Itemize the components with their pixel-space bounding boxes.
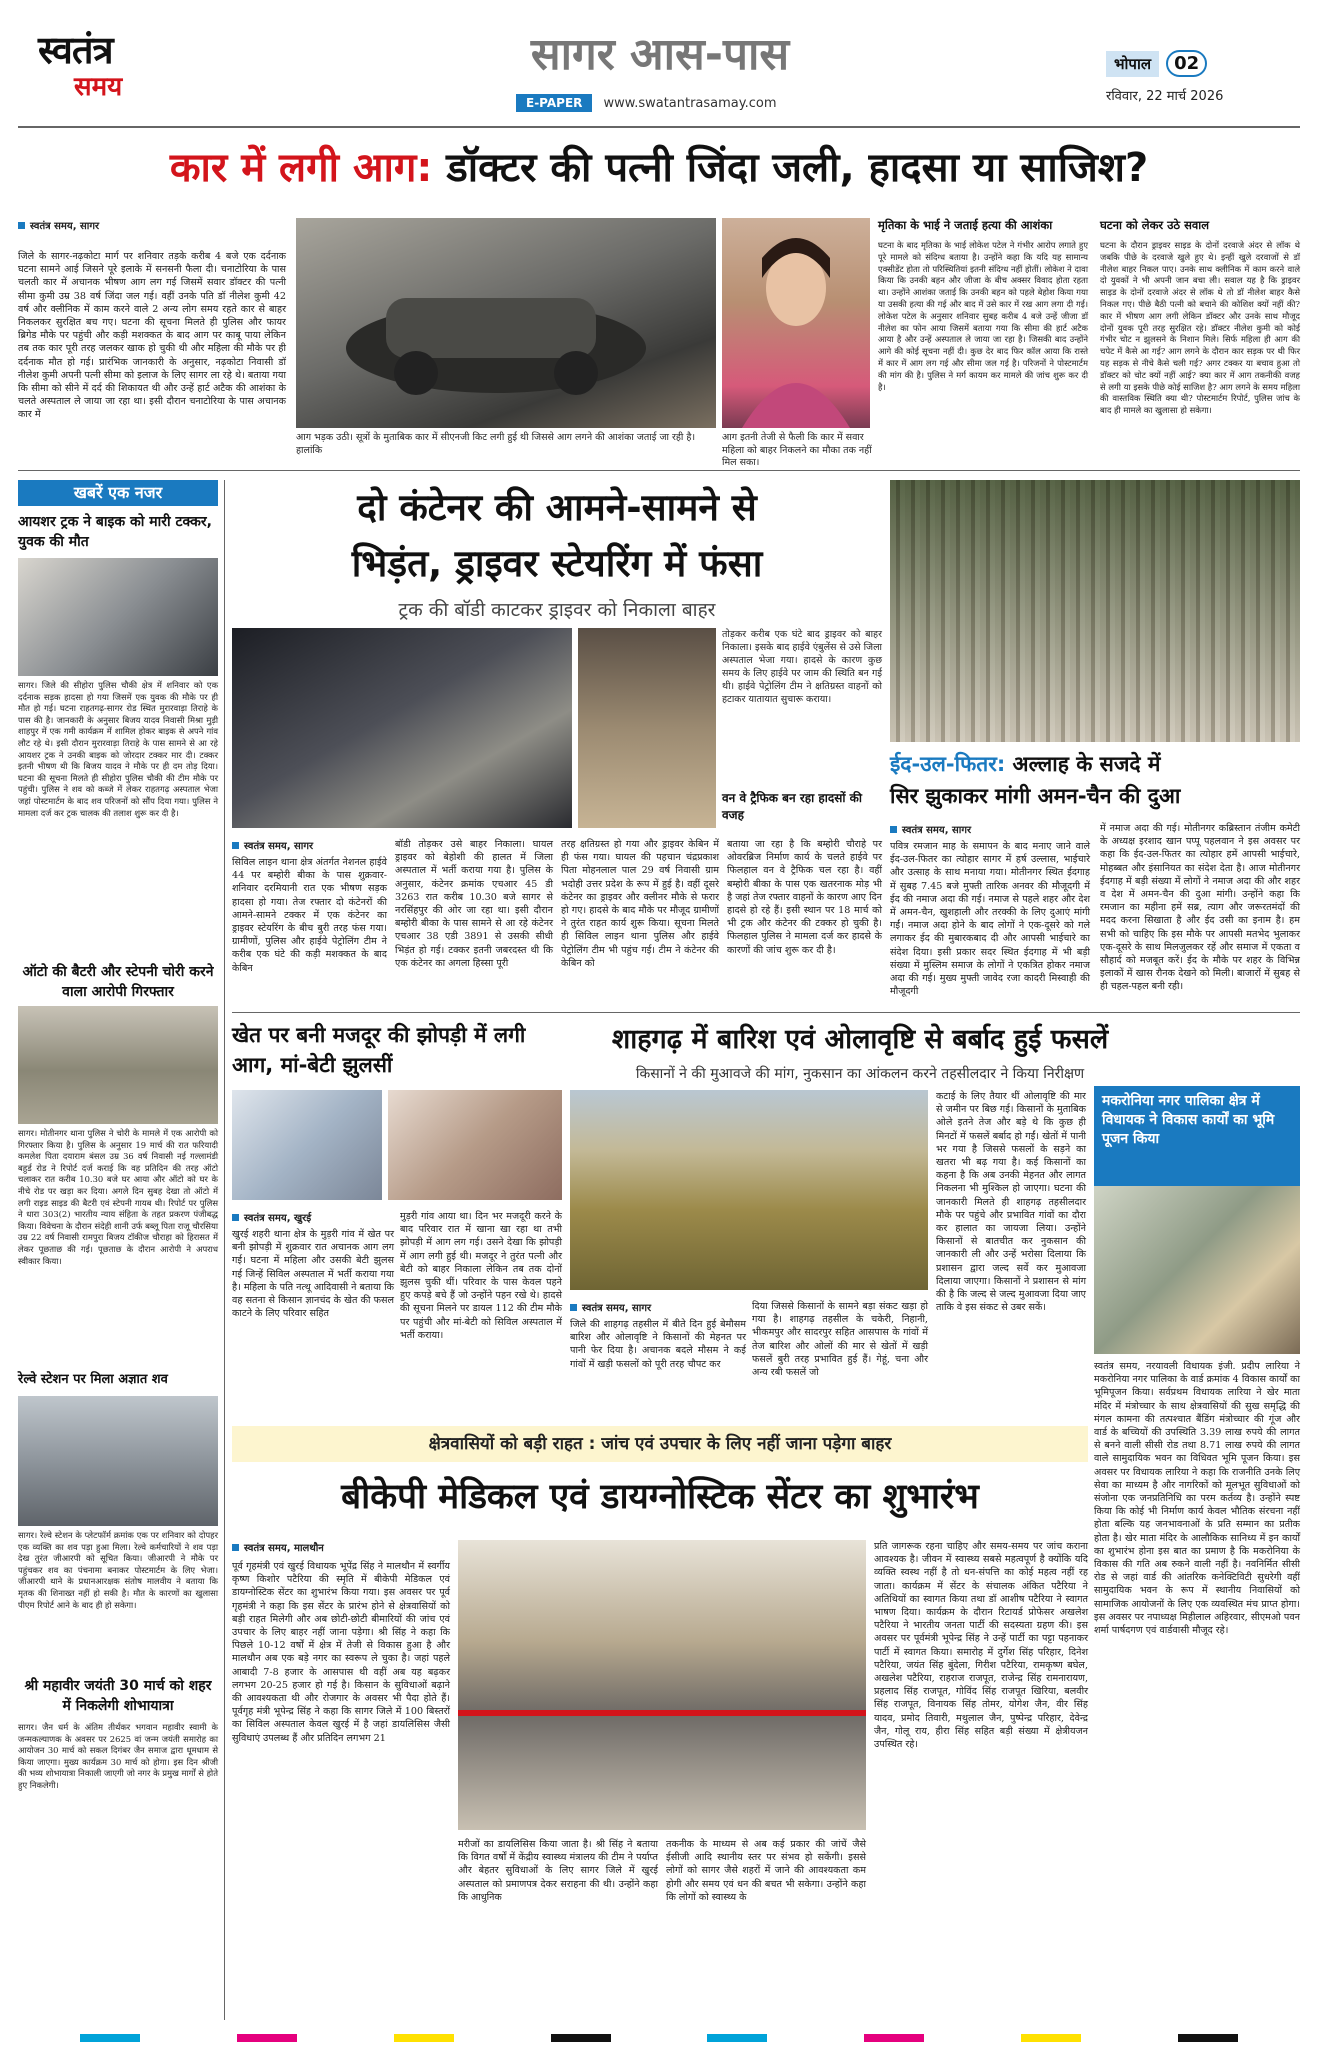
logo-top: स्वतंत्र xyxy=(38,28,113,72)
medical-kicker-bar xyxy=(232,1426,1088,1462)
medical-col-right: प्रति जागरूक रहना चाहिए और समय-समय पर जांच कराना आवश्यक है। जीवन में स्वास्थ्य सबसे महत्वपूर्ण है क्योंकि यदि व्यक्ति स्वस्थ नहीं है तो धन-संपत्ति का कोई महत्व नहीं रह जाता। कार्यक्रम में सेंटर के संचालक अंकित पटैरिया ने अतिथियों का स्वागत किया तथा डॉ आशीष पटैरिया ने स्वागत भाषण दिया। कार्यक्रम के दौरान रिटायर्ड प्रोफेसर अखलेश पटैरिया ने भारतीय जनता पार्टी की सदस्यता ग्रहण की। इस अवसर पर पूर्वमंत्री भूपेन्द्र सिंह ने उन्हें पार्टी का पट्टा पहनाकर पार्टी में स्वागत किया। समारोह में दुर्गेश सिंह परिहार, दिनेश पटैरिया, जयंत सिंह बुंदेला, गिरीश पटैरिया, रामकृष्ण बघेल, अखलेश पटैरिया, राहराज राजपूत, राजेन्द्र सिंह रामनारायण, प्रहलाद सिंह राजपूत, गोविंद सिंह राजपूत खिरिया, बलवीर सिंह राजपूत, विनायक सिंह तोमर, योगेश जैन, वीर सिंह यादव, प्रमोद तिवारी, मथुलाल जैन, पुष्पेन्द्र परिहार, देवेन्द्र जैन, गोलू राय, हीरा सिंह सहित बड़ी संख्या में क्षेत्रीयजन उपस्थित रहे। xyxy=(874,1541,1088,1751)
makronia-body: स्वतंत्र समय, नरयावली विधायक इंजी. प्रदीप लारिया ने मकरोनिया नगर पालिका के वार्ड क्रमांक 4 विकास कार्यों का भूमिपूजन किया। सर्वप्रथम विधायक लारिया ने खेर माता मंदिर में मंत्रोच्चार के साथ क्षेत्रवासियों की सुख समृद्धि की मंगल कामना की तत्पश्चात बैंडिंग मंत्रोच्चार की गूंज और वार्ड के बच्चियों की उपस्थिति 3.39 लाख रुपये की लागत से बनने वाली सीसी रोड तथा 8.71 लाख रुपये की लागत वाले सामुदायिक भवन का विधिवत भूमि पूजन किया। इस अवसर पर विधायक लारिया ने कहा कि राजनीति उनके लिए सेवा का माध्यम है और नागरिकों को मूलभूत सुविधाओं को संजोना एक जनप्रतिनिधि का परम कर्तव्य है। उन्होंने स्पष्ट किया कि कोई भी निर्माण कार्य केवल भौतिक संरचना नहीं होता बल्कि यह जनभावनाओं के प्रति सम्मान का प्रतीक होता है। खेर माता मंदिर के आलौकिक सानिध्य में इन कार्यों का शुभारंभ होना इस बात का प्रमाण है कि मकरोनिया के विकास की गति अब रुकने वाली नहीं है। नवनिर्मित सीसी रोड से जहां वार्ड की आंतरिक कनेक्टिविटी सुधरेगी वहीं सामुदायिक भवन के रूप में स्थानीय निवासियों को सामाजिक आयोजनों के लिए एक व्यवस्थित मंच प्राप्त होगा। इस अवसर पर नपाध्यक्ष मिहीलाल अहिरवार, सीएमओ पवन शर्मा पार्षदगण एवं वार्डवासी मौजूद रहे। xyxy=(1094,1361,1300,1637)
medical-caption1: मरीजों का डायलिसिस किया जाता है। श्री सिंह ने बताया कि विगत वर्षों में केंद्रीय स्वास्थ्य मंत्रालय की टीम ने पर्याप्त और बेहतर सुविधाओं के लिए सागर जिले में खुरई अस्पताल को प्रमाणपत्र देकर सराहना की थी। उन्होंने कहा कि आधुनिक xyxy=(458,1839,658,1903)
sidebar-story1-photo xyxy=(18,558,218,676)
container-headline-line2: भिड़ंत, ड्राइवर स्टेयरिंग में फंसा xyxy=(351,542,763,585)
city-label: भोपाल xyxy=(1106,51,1159,77)
sidebar-story3-body: सागर। रेल्वे स्टेशन के प्लेटफॉर्म क्रमांक एक पर शनिवार को दोपहर एक व्यक्ति का शव पड़ा हुआ मिला। रेल्वे कर्मचारियों ने शव पड़ा देख तुरंत जीआरपी को सूचित किया। जीआरपी ने मौके पर पहुंचकर शव का पंचनामा बनाकर पोस्टमार्टम के लिए भेजा। जीआरपी थाने के प्रधानआरक्षक संतोष मालवीय ने बताया कि मृतक की शिनाख्त नहीं हो सकी है। मौत के कारणों का खुलासा पीएम रिपोर्ट आने के बाद ही हो सकेगा। xyxy=(18,1530,218,1610)
sidebar-story2-title: ऑटो की बैटरी और स्टेपनी चोरी करने वाला आरोपी गिरफ्तार xyxy=(22,964,214,1000)
lead-sub2-title: घटना को लेकर उठे सवाल xyxy=(1100,218,1210,232)
middle-divider xyxy=(232,1012,1300,1013)
section-title: सागर आस-पास xyxy=(530,29,790,80)
eid-headline xyxy=(890,748,1300,812)
lead-divider xyxy=(18,470,1300,471)
container-col4: बताया जा रहा है कि बम्होरी चौराहे पर ओवरब्रिज निर्माण कार्य के चलते हाईवे पर फिलहाल वन वे ट्रैफिक चल रहा है। वहीं बम्होरी बीका के पास एक खतरनाक मोड़ भी है जहां तेज रफ्तार वाहनों के कारण आए दिन हादसे हो रहे हैं। इसी स्थान पर 18 मार्च को भी ट्रक और कंटेनर की टक्कर हो चुकी है। फिलहाल पुलिस ने मामला दर्ज कर हादसे के कारणों की जांच शुरू कर दी है। xyxy=(727,839,882,956)
page-number: 02 xyxy=(1166,50,1207,77)
burnt-car-photo xyxy=(296,218,716,428)
eid-byline: स्वतंत्र समय, सागर xyxy=(890,822,1090,836)
medical-inauguration-photo xyxy=(458,1540,866,1830)
eid-headline-red: ईद-उल-फितर: xyxy=(890,752,1006,776)
news-at-glance-text: खबरें एक नजर xyxy=(73,483,163,502)
container-crash-photo1 xyxy=(232,628,572,828)
fire-col1: खुरई शहरी थाना क्षेत्र के मुड़री गांव में खेत पर बनी झोपड़ी में शुक्रवार रात अचानक आग लग गई। घटना में महिला और उसकी बेटी झुलस गई जिन्हें सिविल अस्पताल में भर्ती कराया गया है। महिला के पति नत्थू आदिवासी ने बताया कि वह सतना से किसान ज्ञानचंद के खेत की फसल काटने के लिए परिवार सहित xyxy=(232,1229,394,1320)
lead-sub1-body: घटना के बाद मृतिका के भाई लोकेश पटेल ने गंभीर आरोप लगाते हुए पूरे मामले को संदिग्ध बताया है। उन्होंने कहा कि यदि यह सामान्य एक्सीडेंट होता तो परिस्थितियां इतनी संदिग्ध नहीं होतीं। लोकेश ने दावा किया कि उनकी बहन और जीजा के बीच अक्सर विवाद होता रहता था। उन्होंने आशंका जताई कि उनकी बहन को पहले बेहोश किया गया या उसकी हत्या की गई और बाद में उसे कार में रख आग लगा दी गई। लोकेश पटेल के अनुसार शनिवार सुबह करीब 4 बजे उन्हें जीजा डॉ नीलेश का फोन आया जिसमें बताया गया कि सीमा की हार्ट अटैक आया है और उन्हें अस्पताल ले जाया जा रहा है। जिसकी बाद उन्होंने आगे की कोई सूचना नहीं दी। कुछ देर बाद फिर कॉल आया कि रास्ते में कार में आग लग गई और सीमा जल गई है। परिजनों ने पोस्टमार्टम की मांग की है। पुलिस ने मर्ग कायम कर मामले की जांच शुरू कर दी है। xyxy=(878,240,1088,392)
news-at-glance-label xyxy=(18,480,218,506)
sidebar-story2-photo xyxy=(18,1006,218,1124)
lead-sub2-body: घटना के दौरान ड्राइवर साइड के दोनों दरवाजे अंदर से लॉक थे जबकि पीछे के दरवाजे खुले हुए थे। इन्हीं खुले दरवाजों से डॉ नीलेश बाहर निकल पाए। उनके साथ क्लीनिक में काम करने वाले दो युवकों ने भी अपनी जान बचा ली। सवाल यह है कि ड्राइवर साइड के दोनों दरवाजे अंदर से लॉक थे तो डॉ नीलेश बाहर कैसे निकल गए। पीछे बैठी पत्नी को बचाने की कोशिश क्यों नहीं की? कार में भीषण आग लगी लेकिन डॉक्टर और उनके साथ मौजूद दोनों युवक पूरी तरह सुरक्षित रहे। डॉक्टर नीलेश कुमी को कोई गंभीर चोट न झुलसने के निशान मिले। सिर्फ महिला ही आग की चपेट में कैसे आ गई? आग लगने के दौरान कार सड़क पर थी फिर यह सड़क से नीचे कैसे चली गई? अगर टक्कर या बचाव हुआ तो डॉक्टर को चोट क्यों नहीं आई? क्या कार में आग तकनीकी वजह से लगी या इसके पीछे कोई साजिश है? आग लगने के समय महिला की वास्तविक स्थिति क्या थी? पोस्टमार्टम रिपोर्ट, पुलिस जांच के बाद ही मामले का खुलासा हो सकेगा। xyxy=(1100,240,1300,416)
medical-headline: बीकेपी मेडिकल एवं डायग्नोस्टिक सेंटर का शुभारंभ xyxy=(341,1477,979,1517)
sidebar-story3-photo xyxy=(18,1396,218,1526)
car-caption: आग भड़क उठी। सूत्रों के मुताबिक कार में सीएनजी किट लगी हुई थी जिससे आग लगने की आशंका जताई जा रही है। हालांकि xyxy=(296,432,696,456)
makronia-photo xyxy=(1094,1186,1300,1354)
sidebar-story2-body: सागर। मोतीनगर थाना पुलिस ने चोरी के मामले में एक आरोपी को गिरफ्तार किया है। पुलिस के अनुसार 19 मार्च की रात फरियादी कमलेश पिता दयाराम बंसल उम्र 36 वर्ष निवासी नई गल्लामंडी बहुर्ड रोड ने रिपोर्ट दर्ज कराई कि वह प्रतिदिन की तरह ऑटो चलाकर रात करीब 10.30 बजे घर आया और ऑटो को घर के नीचे रोड पर खड़ा कर दिया। अगले दिन सुबह देखा तो ऑटो में लगी राइड साइड की बैटरी एवं स्टेपनी गायब थी। रिपोर्ट पर पुलिस ने धारा 303(2) भारतीय न्याय संहिता के तहत प्रकरण पंजीबद्ध किया। विवेचना के दौरान संदेही शानी उर्फ बब्लू पिता राजू चौरसिया उम्र 22 वर्ष निवासी रामपुरा बिजय टॉकीज चौराहा को हिरासत में लेकर पूछताछ की गई। पूछताछ के दौरान आरोपी ने अपराध स्वीकार किया। xyxy=(18,1128,218,1266)
masthead-divider xyxy=(18,126,1300,128)
lead-body: जिले के सागर-नढ़कोटा मार्ग पर शनिवार तड़के करीब 4 बजे एक दर्दनाक घटना सामने आई जिसने पूरे इलाके में सनसनी फैला दी। चनाटोरिया के पास चलती कार में अचानक भीषण आग लग गई जिसमें सवार डॉक्टर की पत्नी सीमा कुमी उम्र 38 वर्ष जिंदा जल गई। वहीं उनके पति डॉ नीलेश कुमी 42 वर्ष और क्लीनिक में काम करने वाले 2 अन्य लोग समय रहते कार से बाहर निकलकर सुरक्षित बच गए। घटना की सूचना मिलते ही पुलिस और फायर ब्रिगेड मौके पर पहुंची और कड़ी मशक्कत के बाद आग पर काबू पाया लेकिन तब तक कार पूरी तरह जलकर खाक हो चुकी थी और महिला की मौके पर ही दर्दनाक मौत हो गई। प्रारंभिक जानकारी के अनुसार, नढ़कोटा निवासी डॉ नीलेश कुमी अपनी पत्नी सीमा को इलाज के लिए सागर ला रहे थे। बताया गया कि सीमा को सीने में दर्द की शिकायत थी और उन्हें हार्ट अटैक की आशंका के चलते अस्पताल ले जाया जा रहा था। इसी दौरान चनाटोरिया के पास अचानक कार में xyxy=(18,251,286,421)
swatch xyxy=(551,2034,611,2042)
lead-sub1-title: मृतिका के भाई ने जताई हत्या की आशंका xyxy=(878,218,1053,232)
makronia-box xyxy=(1094,1086,1300,2026)
container-col3: तरह क्षतिग्रस्त हो गया और ड्राइवर केबिन में ही फंस गया। घायल की पहचान चंद्रप्रकाश पिता मोहनलाल पाल 29 वर्ष निवासी ग्राम भदोही उत्तर प्रदेश के रूप में हुई है। वहीं दूसरे कंटेनर का ड्राइवर और क्लीनर मौके से फरार हो गए। हादसे के बाद मौके पर मौजूद ग्रामीणों ने तुरंत राहत कार्य शुरू किया। सूचना मिलते ही सिविल लाइन थाना पुलिस और हाईवे पेट्रोलिंग टीम भी पहुंच गई। टीम ने कंटेनर की केबिन को xyxy=(561,839,719,969)
sidebar-story1-title: आयशर ट्रक ने बाइक को मारी टक्कर, युवक की मौत xyxy=(18,514,212,550)
lead-headline xyxy=(18,138,1300,200)
container-col1: सिविल लाइन थाना क्षेत्र अंतर्गत नेशनल हाईवे 44 पर बम्होरी बीका के पास शुक्रवार-शनिवार दरमियानी रात एक भीषण सड़क हादसा हो गया। तेज रफ्तार दो कंटेनरों की आमने-सामने टक्कर में एक कंटेनर का ड्राइवर स्टेयरिंग के बीच बुरी तरह फंस गया। ग्रामीणों, पुलिस और हाईवे पेट्रोलिंग टीम ने करीब एक घंटे की कड़ी मशक्कत के बाद केबिन xyxy=(232,857,387,974)
portrait-illustration xyxy=(722,218,870,428)
container-headline xyxy=(232,480,882,592)
issue-date: रविवार, 22 मार्च 2026 xyxy=(1106,89,1224,104)
swatch xyxy=(1178,2034,1238,2042)
logo xyxy=(38,28,178,118)
car-wreck-illustration xyxy=(296,218,716,428)
eid-headline-line2: सिर झुकाकर मांगी अमन-चैन की दुआ xyxy=(890,784,1181,808)
crop-field-photo xyxy=(570,1090,928,1290)
medical-kicker: क्षेत्रवासियों को बड़ी राहत : जांच एवं उपचार के लिए नहीं जाना पड़ेगा बाहर xyxy=(428,1434,892,1454)
makronia-title: मकरोनिया नगर पालिका क्षेत्र में विधायक ने विकास कार्यों का भूमि पूजन किया xyxy=(1094,1086,1300,1186)
sidebar-story4-title: श्री महावीर जयंती 30 मार्च को शहर में निकलेगी शोभायात्रा xyxy=(24,1678,212,1714)
swatch xyxy=(864,2034,924,2042)
sidebar-story4-body: सागर। जैन धर्म के अंतिम तीर्थंकर भगवान महावीर स्वामी के जन्मकल्याणक के अवसर पर 2625 वां जन्म जयंती समारोह का आयोजन 30 मार्च को सकल दिगंबर जैन समाज द्वारा धूमधाम से किया जाएगा। मुख्य कार्यक्रम 30 मार्च को होगा। इस दिन श्रीजी की भव्य शोभायात्रा निकाली जाएगी जो नगर के प्रमुख मार्गों से होते हुए निकलेगी। xyxy=(18,1722,218,1790)
logo-bottom: समय xyxy=(74,72,123,102)
eid-col2: में नमाज अदा की गई। मोतीनगर कब्रिस्तान तंजीम कमेटी के अध्यक्ष इरशाद खान पप्पू पहलवान ने इस अवसर पर कहा कि ईद-उल-फितर का त्योहार हमें आपसी भाईचारे, मोहब्बत और इंसानियत का संदेश देता है। आज मोतीनगर ईदगाह में बड़ी संख्या में लोगों ने नमाज अदा की और शहर व देश में अमन-चैन की दुआ मांगी। उन्होंने कहा कि रमजान का महीना हमें सब्र, त्याग और जरूरतमंदों की मदद करना सिखाता है और ईद उसी का इनाम है। हम सभी को चाहिए कि इस मौके पर आपसी मतभेद भुलाकर एक-दूसरे के साथ मिलजुलकर रहें और समाज में एकता व सौहार्द को मजबूत करें। ईद के मौके पर शहर के विभिन्न इलाकों में खास रौनक देखने को मिली। बाजारों में सुबह से ही चहल-पहल बनी रही। xyxy=(1100,823,1300,993)
sidebar-story3-title: रेल्वे स्टेशन पर मिला अज्ञात शव xyxy=(18,1372,168,1387)
lead-headline-red: कार में लगी आग: xyxy=(169,145,433,191)
hail-col-right: कटाई के लिए तैयार थीं ओलावृष्टि की मार से जमीन पर बिछ गई। किसानों के मुताबिक ओले इतने तेज और बड़े थे कि कुछ ही मिनटों में फसलें बर्बाद हो गईं। खेतों में पानी भर गया है जिससे फसलों के सड़ने का खतरा भी बढ़ गया है। कई किसानों का कहना है कि अब उनकी मेहनत और लागत निकलना भी मुश्किल हो जाएगा। घटना की जानकारी मिलते ही शाहगढ़ तहसीलदार मौके पर पहुंचे और प्रभावित गांवों का दौरा कर हालात का जायजा लिया। उन्होंने किसानों से बातचीत कर नुकसान की जानकारी ली और उन्हें भरोसा दिलाया कि प्रशासन द्वारा जल्द सर्वे कर मुआवजा दिलाया जाएगा। किसानों ने प्रशासन से मांग की है कि जल्द से जल्द मुआवजा दिया जाए ताकि वे इस संकट से उबर सकें। xyxy=(936,1091,1086,1314)
page-badge xyxy=(1106,50,1236,80)
eid-prayer-photo xyxy=(890,480,1300,742)
eid-col1: पवित्र रमजान माह के समापन के बाद मनाए जाने वाले ईद-उल-फितर का त्योहार सागर में हर्ष उल्लास, भाईचारे और उत्साह के साथ मनाया गया। मोतीनगर स्थित ईदगाह में सुबह 7.45 बजे मुफ्ती तारिक अनवर की मौजूदगी में ईद की नमाज अदा की गई। नमाज से पहले शहर और देश में अमन-चैन, खुशहाली और तरक्की के लिए दुआएं मांगी गईं। नमाज अदा होने के बाद लोगों ने एक-दूसरे को गले लगाकर ईद की मुबारकबाद दी और आपसी भाईचारे का संदेश दिया। इसी प्रकार सदर स्थित ईदगाह में भी बड़ी संख्या में मुस्लिम समाज के लोगों ने एकत्रित होकर नमाज अदा की गई। मुख्य मुफ्ती जावेद रजा कादरी मिस्वाही की मौजूदगी xyxy=(890,841,1090,998)
epaper-label: E-PAPER xyxy=(516,94,592,112)
victim-photo xyxy=(722,218,870,428)
medical-byline: स्वतंत्र समय, मालथौन xyxy=(232,1540,432,1554)
swatch xyxy=(1021,2034,1081,2042)
hail-byline: स्वतंत्र समय, सागर xyxy=(570,1300,740,1314)
container-headline-line1: दो कंटेनर की आमने-सामने से xyxy=(357,486,757,529)
sidebar-story1-body: सागर। जिले की सीहोरा पुलिस चौकी क्षेत्र में शनिवार को एक दर्दनाक सड़क हादसा हो गया जिसमें एक युवक की मौके पर ही मौत हो गई। घटना राहतगढ़-सागर रोड स्थित मुरारवाड़ा तिराहे के पास की है। जानकारी के अनुसार बिजय यादव निवासी मिश्रा मुड़ी शाहपुर में एक गमी कार्यक्रम में शामिल होकर बाइक से अपने गांव लौट रहे थे। इसी दौरान मुरारवाड़ा तिराहे के पास सामने से आ रहे आयशर ट्रक ने उनकी बाइक को जोरदार टक्कर मार दी। टक्कर इतनी भीषण थी कि बिजय यादव ने मौके पर ही दम तोड़ दिया। घटना की सूचना मिलते ही सीहोरा पुलिस चौकी की टीम मौके पर पहुंची। पुलिस ने शव को कब्जे में लेकर राहतगढ़ अस्पताल भेजा जहां पोस्टमार्टम के बाद शव परिजनों को सौंप दिया गया। पुलिस ने मामला दर्ज कर ट्रक चालक की तलाश शुरू कर दी है। xyxy=(18,680,218,818)
website-link[interactable]: www.swatantrasamay.com xyxy=(603,96,777,111)
fire-byline: स्वतंत्र समय, खुरई xyxy=(232,1210,402,1224)
container-byline: स्वतंत्र समय, सागर xyxy=(232,838,402,852)
swatch xyxy=(707,2034,767,2042)
fire-photo1 xyxy=(232,1090,382,1200)
lead-byline: स्वतंत्र समय, सागर xyxy=(18,218,278,232)
container-photo-side-text: तोड़कर करीब एक घंटे बाद ड्राइवर को बाहर निकाला। इसके बाद हाईवे एंबुलेंस से उसे जिला अस्पताल भेजा गया। हादसे के कारण कुछ समय के लिए हाईवे पर जाम की स्थिति बन गई थी। हाईवे पेट्रोलिंग टीम ने क्षतिग्रस्त वाहनों को हटाकर यातायात सुचारू कराया। xyxy=(722,629,882,705)
medical-col1: पूर्व गृहमंत्री एवं खुरई विधायक भूपेंद्र सिंह ने मालथौन में स्वर्गीय कृष्ण किशोर पटैरिया की स्मृति में बीकेपी मेडिकल एवं डायग्नोस्टिक सेंटर का शुभारंभ किया गया। इस अवसर पर पूर्व गृहमंत्री ने कहा कि इस सेंटर के प्रारंभ होने से क्षेत्रवासियों को बड़ी राहत मिलेगी और अब छोटी-छोटी बीमारियों की जांच एवं उपचार के लिए बाहर नहीं जाना पड़ेगा। श्री सिंह ने कहा कि पिछले 10-12 वर्षों में क्षेत्र में तेजी से विकास हुआ है और मालथौन अब एक बड़े नगर का स्वरूप ले चुका है। जहां पहले आबादी 7-8 हजार के आसपास थी वहीं अब यह बढ़कर लगभग 20-25 हजार हो गई है। किसान के सुविधाओं बढ़ाने की आवश्यकता थी और रोजगार के अवसर भी पैदा होते हैं। पूर्वगृह मंत्री भूपेन्द्र सिंह ने कहा कि सागर जिले में 100 बिस्तरों का सिविल अस्पताल केवल खुरई में है जहां डायलिसिस जैसी सुविधाएं उपलब्ध हैं और प्रतिदिन लगभग 21 xyxy=(232,1561,450,1744)
masthead xyxy=(0,0,1318,128)
swatch xyxy=(394,2034,454,2042)
lead-headline-black: डॉक्टर की पत्नी जिंदा जली, हादसा या साजिश? xyxy=(446,145,1149,191)
container-subheadline: ट्रक की बॉडी काटकर ड्राइवर को निकाला बाहर xyxy=(398,599,716,621)
fire-photo2 xyxy=(388,1090,562,1200)
hail-col2: दिया जिससे किसानों के सामने बड़ा संकट खड़ा हो गया है। शाहगढ़ तहसील के चकेरी, निहानी, भीकमपुर और सादरपुर सहित आसपास के गांवों में तेज बारिश और ओलों की मार से खेतों में खड़ी फसलें बुरी तरह प्रभावित हुई हैं। गेहूं, चना और अन्य रबी फसलें जो xyxy=(752,1301,928,1379)
hail-col1: जिले की शाहगढ़ तहसील में बीते दिन हुई बेमौसम बारिश और ओलावृष्टि ने किसानों की मेहनत पर पानी फेर दिया है। अचानक बदले मौसम ने कई गांवों में खड़ी फसलों को पूरी तरह चौपट कर xyxy=(570,1319,746,1370)
epaper-bar xyxy=(516,92,826,112)
sidebar-vertical-rule xyxy=(224,480,225,2020)
fire-headline: खेत पर बनी मजदूर की झोपड़ी में लगी आग, मां-बेटी झुलसीं xyxy=(232,1023,526,1077)
fire-col2: मुड़री गांव आया था। दिन भर मजदूरी करने के बाद परिवार रात में खाना खा रहा था तभी झोपड़ी में आग लग गई। उसने देखा कि झोपड़ी में आग लगी हुई थी। मजदूर ने तुरंत पत्नी और बेटी को बाहर निकाला लेकिन तब तक दोनों झुलस चुकी थीं। परिवार के पास केवल पहने हुए कपड़े बचे हैं जो उन्होंने पहन रखे थे। हादसे की सूचना मिलने पर डायल 112 की टीम मौके पर पहुंची और मां-बेटी को सिविल अस्पताल में भर्ती कराया। xyxy=(400,1211,562,1341)
victim-caption: आग इतनी तेजी से फैली कि कार में सवार महिला को बाहर निकलने का मौका तक नहीं मिल सका। xyxy=(722,432,872,468)
hail-subheadline: किसानों ने की मुआवजे की मांग, नुकसान का आंकलन करने तहसीलदार ने किया निरीक्षण xyxy=(635,1066,1085,1082)
hail-headline: शाहगढ़ में बारिश एवं ओलावृष्टि से बर्बाद हुई फसलें xyxy=(611,1024,1109,1055)
container-col2: बॉडी तोड़कर उसे बाहर निकाला। घायल ड्राइवर को बेहोशी की हालत में जिला अस्पताल में भर्ती कराया गया है। पुलिस के अनुसार, कंटेनर क्रमांक एचआर 45 डी 3263 रात करीब 10.30 बजे सागर से नरसिंहपुर की ओर जा रहा था। इसी दौरान बम्होरी बीका के पास सामने से आ रहे कंटेनर एचआर 38 एडी 3891 से उसकी सीधी भिड़ंत हो गई। टक्कर इतनी जबरदस्त थी कि एक कंटेनर का अगला हिस्सा पूरी xyxy=(395,839,553,969)
swatch xyxy=(237,2034,297,2042)
container-inset-title: वन वे ट्रैफिक बन रहा हादसों की वजह xyxy=(722,791,862,822)
eid-headline-black: अल्लाह के सजदे में xyxy=(1012,752,1161,776)
swatch xyxy=(80,2034,140,2042)
print-color-bar xyxy=(0,2034,1318,2044)
medical-caption2: तकनीक के माध्यम से अब कई प्रकार की जांचें जैसे ईसीजी आदि स्थानीय स्तर पर संभव हो सकेंगी। इससे लोगों को सागर जैसे शहरों में जाने की आवश्यकता कम होगी और समय एवं धन की बचत भी सकेगा। उन्होंने कहा कि लोगों को स्वास्थ्य के xyxy=(666,1839,866,1903)
container-crash-photo2 xyxy=(578,628,716,828)
ribbon-cutting-illustration xyxy=(458,1540,866,1830)
